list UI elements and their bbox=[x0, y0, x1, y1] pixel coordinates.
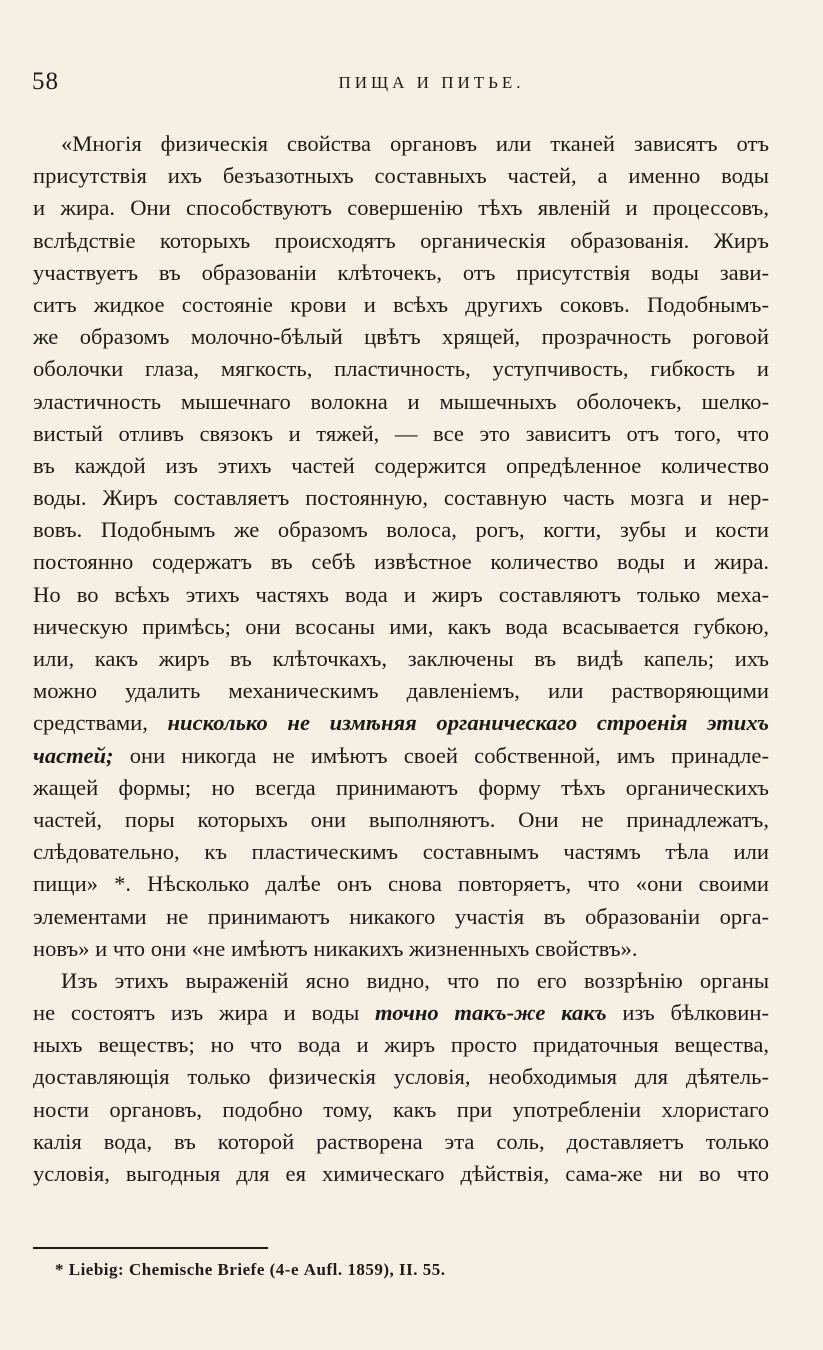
text-line: доставляющія только физическія условія, необходимыя для дѣятель- bbox=[33, 1064, 769, 1090]
text-line: Изъ этихъ выраженій ясно видно, что по его воззрѣнію органы bbox=[61, 967, 769, 993]
text-line: вистый отливъ связокъ и тяжей, — все это зависитъ отъ того, что bbox=[33, 420, 769, 446]
footnote: * Liebig: Chemische Briefe (4-е Aufl. 1859), II. 55. bbox=[55, 1260, 446, 1279]
text-line: ныхъ веществъ; но что вода и жиръ просто придаточныя вещества, bbox=[33, 1032, 769, 1058]
text-line: оболочки глаза, мягкость, пластичность, уступчивость, гибкость и bbox=[33, 356, 769, 382]
text-span: они никогда не имѣютъ своей собственной, имъ принадле- bbox=[113, 742, 769, 768]
text-line: слѣдовательно, къ пластическимъ составнымъ частямъ тѣла или bbox=[33, 839, 769, 865]
text-line: вслѣдствіе которыхъ происходятъ органическія образованія. Жиръ bbox=[33, 227, 769, 253]
running-title: ПИЩА И ПИТЬЕ. bbox=[338, 73, 525, 92]
footnote-rule bbox=[33, 1247, 268, 1249]
text-line: Но во всѣхъ этихъ частяхъ вода и жиръ составляютъ только меха- bbox=[33, 581, 769, 607]
text-line: присутствія ихъ безъазотныхъ составныхъ частей, а именно воды bbox=[33, 163, 769, 189]
text-line: частей, поры которыхъ они выполняютъ. Они не принадлежатъ, bbox=[33, 806, 769, 832]
text-line bbox=[33, 707, 769, 739]
emphasis-text: точно такъ-же какъ bbox=[375, 1000, 607, 1026]
text-line bbox=[33, 997, 769, 1029]
text-line: и жира. Они способствуютъ совершенію тѣхъ явленій и процессовъ, bbox=[33, 195, 769, 221]
text-line: участвуетъ въ образованіи клѣточекъ, отъ присутствія воды зави- bbox=[33, 259, 769, 285]
text-span: средствами, bbox=[33, 710, 168, 736]
text-span: изъ бѣлковин- bbox=[606, 1000, 769, 1026]
page-header bbox=[30, 68, 793, 102]
text-line: можно удалить механическимъ давленіемъ, или растворяющими bbox=[33, 678, 769, 704]
text-line: эластичность мышечнаго волокна и мышечныхъ оболочекъ, шелко- bbox=[33, 388, 769, 414]
text-line: калія вода, въ которой растворена эта соль, доставляетъ только bbox=[33, 1128, 769, 1154]
text-line: условія, выгодныя для ея химическаго дѣйствія, сама-же ни во что bbox=[33, 1161, 769, 1186]
text-span: не состоятъ изъ жира и воды bbox=[33, 1000, 376, 1026]
text-line: ситъ жидкое состояніе крови и всѣхъ другихъ соковъ. Подобнымъ- bbox=[33, 291, 769, 317]
text-line: или, какъ жиръ въ клѣточкахъ, заключены въ видѣ капель; ихъ bbox=[33, 646, 769, 671]
text-line: ническую примѣсь; они всосаны ими, какъ вода всасывается губкою, bbox=[33, 613, 769, 639]
text-line bbox=[33, 740, 769, 772]
emphasis-text: нисколько не измѣняя органическаго строенія этихъ bbox=[167, 710, 769, 736]
page-number: 58 bbox=[32, 68, 59, 95]
text-line: же образомъ молочно-бѣлый цвѣтъ хрящей, прозрачность роговой bbox=[33, 324, 769, 350]
body-text bbox=[33, 128, 769, 1190]
text-line: новъ» и что они «не имѣютъ никакихъ жизненныхъ свойствъ». bbox=[33, 935, 638, 961]
text-line: въ каждой изъ этихъ частей содержится опредѣленное количество bbox=[33, 452, 769, 478]
text-line: воды. Жиръ составляетъ постоянную, составную часть мозга и нер- bbox=[33, 485, 769, 511]
emphasis-text: частей; bbox=[33, 742, 114, 768]
text-line: пищи» *. Нѣсколько далѣе онъ снова повторяетъ, что «они своими bbox=[33, 871, 769, 897]
text-line: «Многія физическія свойства органовъ или тканей зависятъ отъ bbox=[61, 131, 769, 156]
text-line: вовъ. Подобнымъ же образомъ волоса, рогъ, когти, зубы и кости bbox=[33, 517, 769, 543]
text-line: элементами не принимаютъ никакого участія въ образованіи орга- bbox=[33, 903, 769, 929]
text-line: ности органовъ, подобно тому, какъ при употребленіи хлористаго bbox=[33, 1096, 769, 1122]
text-line: жащей формы; но всегда принимаютъ форму тѣхъ органическихъ bbox=[33, 774, 769, 800]
text-line: постоянно содержатъ въ себѣ извѣстное количество воды и жира. bbox=[33, 549, 769, 575]
